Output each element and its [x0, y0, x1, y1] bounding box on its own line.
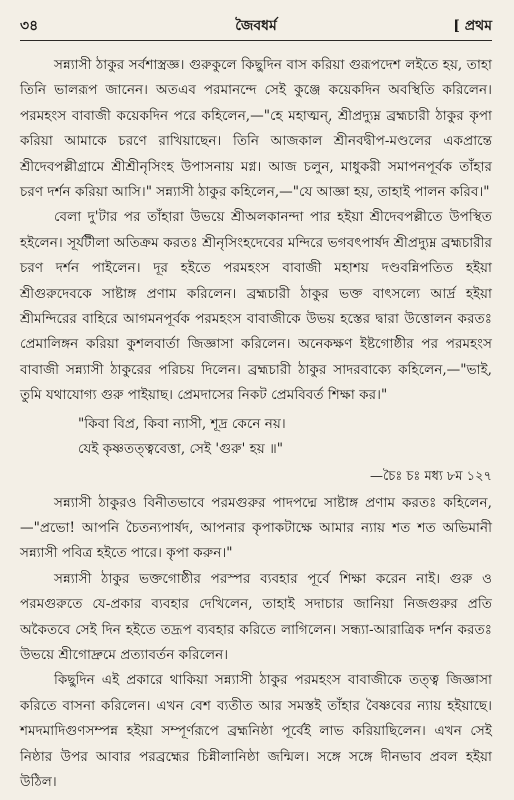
running-title: জৈবধর্ম [235, 18, 277, 34]
chapter-label: [ প্রথম [453, 18, 492, 34]
page-body [20, 53, 492, 795]
verse-quote [78, 412, 492, 463]
verse-line-1: "কিবা বিপ্র, কিবা ন্যাসী, শূদ্র কেনে নয়। [78, 415, 286, 432]
paragraph-3: সন্ন্যাসী ঠাকুরও বিনীতভাবে পরমগুরুর পাদপদ্মে সাষ্টাঙ্গ প্রণাম করতঃ কহিলেন,—"প্রভো! আপনি চৈতন্যপার্ষদ, আপনার কৃপাকটাক্ষে আমার ন্যায় শত শত অভিমানী সন্ন্যাসী পবিত্র হইতে পারে। কৃপা করুন।" [20, 494, 492, 562]
paragraph-2: বেলা দু'টার পর তাঁহারা উভয়ে শ্রীঅলকানন্দা পার হইয়া শ্রীদেবপল্লীতে উপস্থিত হইলেন। সূর্যটীলা অতিক্রম করতঃ শ্রীনৃসিংহদেবের মন্দিরে ভগবৎপার্ষদ শ্রীপ্রদ্যুম্ন ব্রহ্মচারীর চরণ দর্শন পাইলেন। দূর হইতে পরমহংস বাবাজী মহাশয় দণ্ডবন্নিপতিত হইয়া শ্রীগুরুদেবকে সাষ্টাঙ্গ প্রণাম করিলেন। ব্রহ্মচারী ঠাকুর ভক্ত বাৎসল্যে আর্দ্র হইয়া শ্রীমন্দিরের বাহিরে আগমনপূর্বক পরমহংস বাবাজীকে উভয় হস্তের দ্বারা উত্তোলন করতঃ প্রেমালিঙ্গন করিয়া কুশলবার্তা জিজ্ঞাসা করিলেন। অনেকক্ষণ ইষ্টগোষ্ঠীর পর পরমহংস বাবাজী সন্ন্যাসী ঠাকুরের পরিচয় দিলেন। ব্রহ্মচারী ঠাকুর সাদরবাক্যে কহিলেন,—"ভাই, তুমি যথাযোগ্য গুরু পাইয়াছ। প্রেমদাসের নিকট প্রেমবিবর্ত শিক্ষা কর।" [20, 209, 492, 404]
verse-line-2: যেই কৃষ্ণতত্ত্ববেত্তা, সেই 'গুরু' হয় ॥" [78, 441, 284, 458]
page-header [20, 14, 492, 38]
header-rule [20, 40, 492, 41]
verse-citation: —চৈঃ চঃ মধ্য ৮ম ১২৭ [370, 468, 492, 484]
paragraph-1: সন্ন্যাসী ঠাকুর সর্বশাস্ত্রজ্ঞ। গুরুকুলে কিছুদিন বাস করিয়া গুরূপদেশ লইতে হয়, তাহা তিনি ভালরূপ জানেন। অতএব পরমানন্দে সেই কুঞ্জে কয়েকদিন অবস্থিতি করিলেন। পরমহংস বাবাজী কয়েকদিন পরে কহিলেন,—"হে মহাত্মন্, শ্রীপ্রদ্যুম্ন ব্রহ্মচারী ঠাকুর কৃপা করিয়া আমাকে চরণে রাখিয়াছেন। তিনি আজকাল শ্রীনবদ্বীপ-মণ্ডলের একপ্রান্তে শ্রীদেবপল্লীগ্রামে শ্রীশ্রীনৃসিংহ উপাসনায় মগ্ন। আজ চলুন, মাধুকরী সমাপনপূর্বক তাঁহার চরণ দর্শন করিয়া আসি।" সন্ন্যাসী ঠাকুর কহিলেন,—"যে আজ্ঞা হয়, তাহাই পালন করিব।" [20, 57, 492, 201]
page-number: ৩৪ [20, 18, 39, 34]
paragraph-4: সন্ন্যাসী ঠাকুর ভক্তগোষ্ঠীর পরস্পর ব্যবহার পূর্বে শিক্ষা করেন নাই। গুরু ও পরমগুরুতে যে-প্রকার ব্যবহার দেখিলেন, তাহাই সদাচার জানিয়া নিজগুরুর প্রতি অকৈতবে সেই দিন হইতে তদ্রূপ ব্যবহার করিতে লাগিলেন। সন্ধ্যা-আরাত্রিক দর্শন করতঃ উভয়ে শ্রীগোদ্রুমে প্রত্যাবর্তন করিলেন। [20, 570, 492, 663]
paragraph-5: কিছুদিন এই প্রকারে থাকিয়া সন্ন্যাসী ঠাকুর পরমহংস বাবাজীকে তত্ত্ব জিজ্ঞাসা করিতে বাসনা করিলেন। এখন বেশ ব্যতীত আর সমস্তই তাঁহার বৈষ্ণবের ন্যায় হইয়াছে। শমদমাদিগুণসম্পন্ন হইয়া সম্পূর্ণরূপে ব্রহ্মনিষ্ঠা পূর্বেই লাভ করিয়াছিলেন। এখন সেই নিষ্ঠার উপর আবার পরব্রহ্মের চিন্নীলানিষ্ঠা জন্মিল। সঙ্গে সঙ্গে দীনভাব প্রবল হইয়া উঠিল। [20, 672, 492, 790]
